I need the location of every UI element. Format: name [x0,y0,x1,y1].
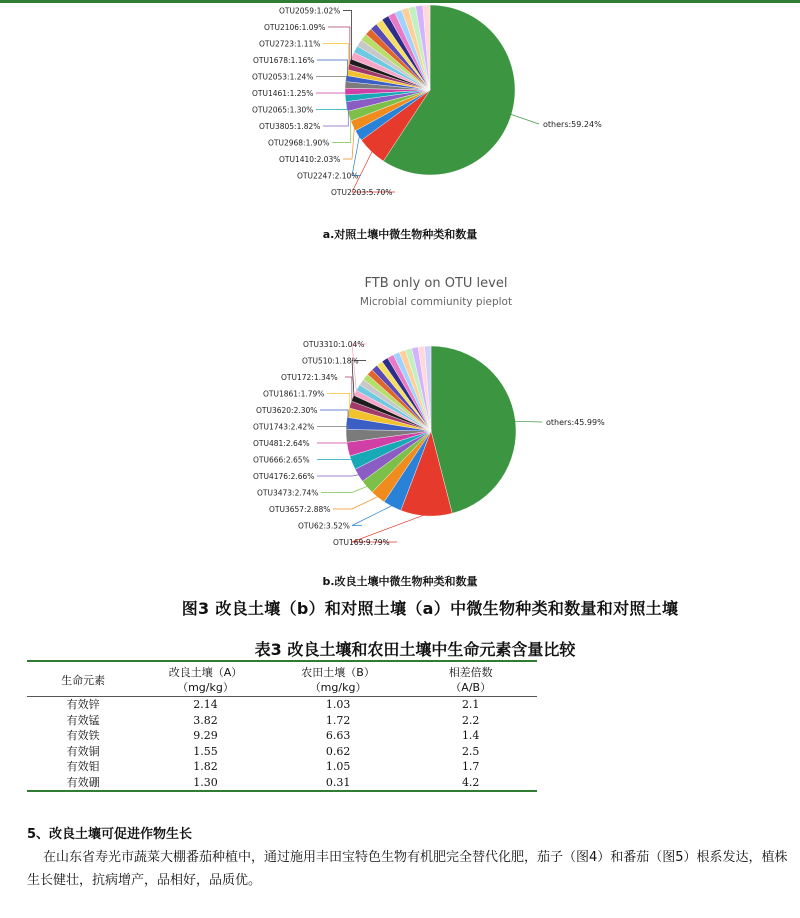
pie-a-leader-9 [323,44,348,73]
cell-element: 有效铁 [66,729,100,742]
cell-improved: 9.29 [193,729,218,742]
pie-a-label-11: OTU2059:1.02% [279,6,341,16]
pie-b-leader-1 [352,505,393,525]
nutrient-table [27,660,537,792]
pie-a-label-7: OTU2053:1.24% [252,72,314,82]
header-element: 生命元素 [27,661,139,697]
pie-chart-control-soil [0,0,800,215]
table-row [27,744,537,760]
cell-improved: 1.82 [193,760,218,773]
pie-b-label-others: others:45.99% [546,418,605,427]
cell-farm: 1.72 [325,713,351,727]
pie-b-label-1: OTU62:3.52% [298,521,350,531]
cell-farm: 1.03 [325,698,351,711]
table-title: 表3 改良土壤和农田土壤中生命元素含量比较 [254,640,576,659]
pie-a-leader-6 [316,91,347,93]
pie-b-leader-5 [317,460,354,463]
cell-element: 有效硼 [66,775,100,789]
pie-a-label-4: OTU3805:1.82% [259,122,321,131]
pie-a-leader-2 [343,125,355,159]
table-row [27,728,537,744]
pie-a-caption: a.对照土壤中微生物种类和数量 [322,228,478,241]
pie-a-label-others: others:59.24% [543,120,602,129]
pie-a-label-8: OTU1678:1.16% [253,56,315,65]
pie-b-label-5: OTU666:2.65% [253,455,310,465]
pie-b-label-4: OTU4176:2.66% [253,472,315,481]
cell-farm: 0.31 [325,775,351,789]
table-row [27,759,537,775]
pie-a-leader-3 [332,116,351,143]
pie-b-label-12: OTU3310:1.04% [303,340,365,349]
pie-a-leader-11 [343,11,352,63]
pie-chart-improved-soil [0,265,800,575]
cell-improved: 3.82 [193,713,218,727]
pie-b-leader-10 [345,377,352,405]
pie-b-label-3: OTU3473:2.74% [257,488,319,498]
pie-b-label-6: OTU481:2.64% [253,439,310,448]
pie-a-label-0: OTU2203:5.70% [331,188,393,197]
pie-b-leader-8 [320,410,348,423]
pie-b-title: FTB only on OTU level [364,276,508,291]
figure-caption: 图3 改良土壤（b）和对照土壤（a）中微生物种类和数量和对照土壤 [181,599,679,618]
cell-improved: 1.55 [193,744,218,758]
cell-improved: 1.30 [193,775,218,789]
pie-b-label-8: OTU3620:2.30% [256,406,318,415]
header-farm-soil: 农田土壤（B） （mg/kg） [272,661,405,697]
cell-ratio: 1.7 [461,760,480,773]
pie-b-leader-4 [317,475,360,476]
pie-b-label-7: OTU1743:2.42% [253,422,315,432]
cell-ratio: 2.2 [461,713,480,727]
section-paragraph: 在山东省寿光市蔬菜大棚番茄种植中，通过施用丰田宝特色生物有机肥完全替代化肥，茄子（图4）和番茄（图5）根系发达，植株生长健壮，抗病增产，品相好，品质优。 [27,850,788,888]
table-header-row [27,661,537,697]
pie-a-leader-7 [316,77,347,85]
pie-a-label-9: OTU2723:1.11% [259,39,321,49]
header-improved-soil: 改良土壤（A） （mg/kg） [139,661,272,697]
table-row [27,713,537,729]
pie-b-label-2: OTU3657:2.88% [269,505,331,514]
cell-farm: 6.63 [325,729,351,742]
pie-a-label-6: OTU1461:1.25% [252,89,314,98]
pie-a-label-10: OTU2106:1.09% [264,23,326,32]
section-heading: 5、改良土壤可促进作物生长 [27,827,193,842]
table-row [27,697,537,713]
cell-improved: 2.14 [193,698,218,711]
pie-b-label-11: OTU510:1.18% [302,356,359,366]
pie-b-label-10: OTU172:1.34% [281,373,338,382]
cell-ratio: 4.2 [461,775,480,789]
pie-a-leader-8 [317,60,347,79]
cell-element: 有效铜 [66,744,100,758]
pie-b-leader-7 [317,427,348,436]
pie-a-label-5: OTU2065:1.30% [252,105,314,115]
pie-b-caption: b.改良土壤中微生物种类和数量 [322,575,478,588]
cell-farm: 0.62 [325,744,351,758]
pie-b-leader-3 [321,486,368,493]
cell-ratio: 1.4 [461,729,480,742]
cell-ratio: 2.1 [461,698,480,711]
pie-b-leader-2 [333,496,379,509]
table-row [27,775,537,792]
pie-b-label-9: OTU1861:1.79% [263,389,325,399]
pie-a-label-3: OTU2968:1.90% [268,138,330,148]
cell-element: 有效钼 [66,760,100,773]
pie-a-label-2: OTU1410:2.03% [279,155,341,164]
pie-a-leader-10 [328,27,350,67]
pie-b-leader-6 [317,443,350,449]
pie-a-label-1: OTU2247:2.10% [297,171,359,181]
header-ratio: 相差倍数 （A/B） [404,661,537,697]
cell-element: 有效锌 [66,698,100,711]
pie-b-subtitle: Microbial commiunity pieplot [359,296,513,308]
pie-b-label-0: OTU169:9.79% [333,538,390,547]
cell-farm: 1.05 [325,760,351,773]
pie-a-leader-5 [316,98,347,109]
cell-element: 有效锰 [66,713,100,727]
cell-ratio: 2.5 [461,744,480,758]
